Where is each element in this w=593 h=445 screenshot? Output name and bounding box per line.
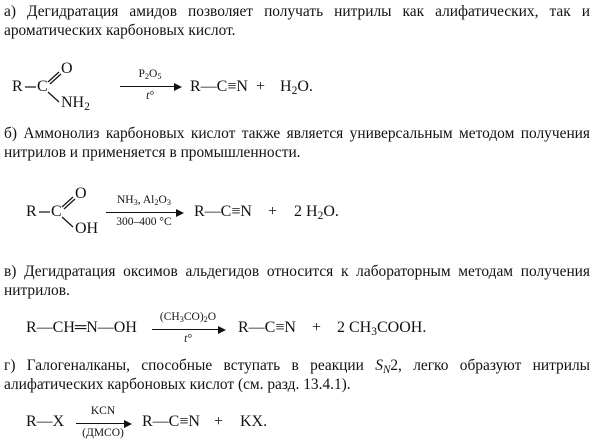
plus-c: + xyxy=(312,319,322,336)
reaction-a xyxy=(4,62,590,112)
reactant-b-r: R xyxy=(26,203,37,220)
arrow-c-reagent: $(CH_3CO)_2O$ xyxy=(159,311,217,325)
reactant-a-o: O xyxy=(61,60,73,77)
reactant-b-oh: OH xyxy=(75,220,99,237)
reactant-d: R—X xyxy=(26,413,65,430)
reactant-b-c: C xyxy=(51,203,62,220)
product-a: R—C≡N xyxy=(190,78,248,95)
reactant-c: R—CH═N—OH xyxy=(26,319,137,336)
reaction-d xyxy=(4,402,590,438)
reaction-c xyxy=(4,310,590,346)
reaction-b xyxy=(4,186,590,238)
paragraph-b: б) Аммонолиз карбоновых кислот также является универсальным методом получения нитрилов и применяется в промышленности. xyxy=(4,125,590,161)
arrow-c xyxy=(150,311,226,351)
plus-d: + xyxy=(214,413,224,430)
product-d: R—C≡N xyxy=(142,413,200,430)
plus-a: + xyxy=(256,78,266,95)
byproduct-d: KX. xyxy=(240,413,268,430)
arrow-a-reagent: $P_2O_5$ xyxy=(138,68,162,82)
arrow-b xyxy=(104,194,184,234)
arrow-d-line xyxy=(76,423,126,424)
product-c: R—C≡N xyxy=(238,319,296,336)
reactant-a-c: C xyxy=(37,78,48,95)
arrow-d xyxy=(74,405,132,445)
reactant-b-o: O xyxy=(75,185,87,202)
byproduct-c: 2 $CH_3COOH$. xyxy=(337,319,427,338)
arrow-d-condition: (ДМСО) xyxy=(82,427,124,439)
reactant-a-r: R xyxy=(12,78,23,95)
arrow-a-line xyxy=(120,86,176,87)
byproduct-a: $H_2O$. xyxy=(280,78,313,97)
plus-b: + xyxy=(268,203,278,220)
arrow-b-reagent: $NH_3$, $Al_2O_3$ xyxy=(117,194,171,208)
paragraph-d: г) Галогеналканы, способные вступать в реакции $S_N2$, легко образуют нитрилы алифатических карбоновых кислот (см. разд. 13.4.1). xyxy=(4,357,590,393)
paragraph-a: а) Дегидратация амидов позволяет получать нитрилы как алифатических, так и ароматических карбоновых кислот. xyxy=(4,3,590,39)
arrow-a-condition: t° xyxy=(146,90,154,102)
arrow-c-line xyxy=(152,329,220,330)
paragraph-c: в) Дегидратация оксимов альдегидов относится к лабораторным методам получения нитрилов. xyxy=(4,263,590,299)
arrow-a xyxy=(118,68,182,108)
reactant-a-nh2: $NH_2$ xyxy=(61,94,90,113)
arrow-d-reagent: KCN xyxy=(90,405,116,417)
arrow-c-condition: t° xyxy=(184,333,192,345)
sn2-symbol: $S_N$ xyxy=(375,357,391,376)
product-b: R—C≡N xyxy=(194,203,252,220)
arrow-b-condition: 300–400 °C xyxy=(116,216,172,228)
byproduct-b: 2 $H_2O$. xyxy=(294,203,339,222)
arrow-b-line xyxy=(106,212,178,213)
